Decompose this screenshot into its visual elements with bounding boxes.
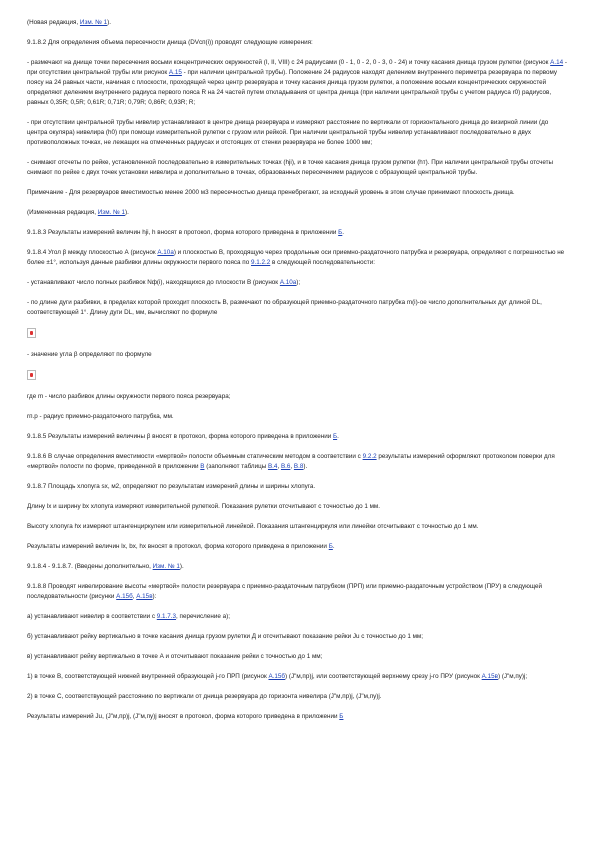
- paragraph-p11: [27, 298, 567, 318]
- reference-link[interactable]: В.4: [267, 463, 278, 470]
- paragraph-text: .: [337, 433, 339, 440]
- paragraph-p15: [27, 432, 567, 442]
- paragraph-text: - устанавливают число полных разбивок Nф(i), находящихся до плоскости В (рисунок: [27, 279, 280, 286]
- paragraph-text: .: [332, 543, 335, 550]
- paragraph-text: где m - число разбивок длины окружности первого пояса резервуара;: [27, 393, 231, 400]
- paragraph-text: ).: [107, 19, 112, 26]
- paragraph-text: 9.1.8.6 В случае определения вместимости «мертвой» полости объемным статическим методом в соответствии с: [27, 453, 363, 460]
- reference-link[interactable]: В.6: [280, 463, 291, 470]
- paragraph-text: ) (J"м,пр)ј, или соответствующей верхнему срезу j-го ПРУ (рисунок: [285, 673, 482, 680]
- paragraph-text: - при наличии центральной трубы). Положение 24 радиусов находят делением внутреннего периметра резервуара по первому поясу на 24 равных части, начиная с плоскости, проходящей через центр резервуара и точку касания днища грузом рулетки, а положение восьми концентрических окружностей определяют делением внутреннего радиуса первого пояса R на 24 частей путем откладывания от центра днища (при наличии центральной трубы с учетом радиуса r0) радиусов, равных 0,35R; 0,5R; 0,61R; 0,71R; 0,79R; 0,86R; 0,93R; R;: [27, 69, 558, 106]
- paragraph-text: );: [296, 279, 301, 286]
- paragraph-text: в) устанавливают рейку вертикально в точке А и отсчитывают показание рейки с точностью до 1 мм;: [27, 653, 323, 660]
- paragraph-p4: [27, 118, 567, 148]
- reference-link[interactable]: Изм. № 1: [97, 209, 126, 216]
- reference-link[interactable]: А.15в: [481, 673, 498, 680]
- broken-image-icon: [27, 370, 36, 380]
- broken-image-icon: [27, 328, 36, 338]
- paragraph-text: rп.р - радиус приемно-раздаточного патрубка, мм.: [27, 413, 174, 420]
- paragraph-text: 2) в точке С, соответствующей расстоянию по вертикали от днища резервуара до горизонта нивелира (J"м,пр)ј, (J"м,пу)ј.: [27, 693, 382, 700]
- reference-link[interactable]: А.10а: [157, 249, 174, 256]
- paragraph-text: (Измененная редакция,: [27, 209, 98, 216]
- paragraph-text: - размечают на днище точки пересечения восьми концентрических окружностей (I, II, VIII) с 24 радиусами (0 - 1, 0 - 2, 0 - 3, 0 - 24) и точку касания днища грузом рулетки (рисунок: [27, 59, 551, 66]
- paragraph-p6: [27, 188, 567, 198]
- paragraph-text: Высоту хлопуга hx измеряют штангенциркулем или измерительной линейкой. Показания штангенциркуля или линейки отсчитывают с точностью до 1 мм.: [27, 523, 479, 530]
- reference-link[interactable]: Изм. № 1: [152, 563, 180, 570]
- paragraph-p13: [27, 392, 567, 402]
- reference-link[interactable]: А.15б: [268, 673, 286, 680]
- paragraph-p3: [27, 58, 567, 108]
- paragraph-p12: [27, 350, 567, 360]
- paragraph-text: Длину lx и ширину bx хлопуга измеряют измерительной рулеткой. Показания рулетки отсчитывают с точностью до 1 мм.: [27, 503, 380, 510]
- paragraph-p5: [27, 158, 567, 178]
- paragraph-text: а) устанавливают нивелир в соответствии с: [27, 613, 157, 620]
- reference-link[interactable]: А.10а: [279, 279, 297, 286]
- formula-image-placeholder: [27, 370, 567, 392]
- paragraph-p2: [27, 38, 567, 48]
- reference-link[interactable]: В: [200, 463, 205, 470]
- reference-link[interactable]: А.15б: [116, 593, 133, 600]
- reference-link[interactable]: А.14: [550, 59, 564, 66]
- paragraph-text: , перечисление а);: [176, 613, 230, 620]
- reference-link[interactable]: 9.1.7.3: [156, 613, 177, 620]
- paragraph-text: Примечание - Для резервуаров вместимостью менее 2000 м3 пересечностью днища пренебрегают, за исходный уровень в этом случае принимают плоскость днища.: [27, 189, 515, 196]
- paragraph-text: - при отсутствии центральной трубы нивелир устанавливают в центре днища резервуара и измеряют расстояние по вертикали от горизонтального днища до визирной линии (до центра окуляра) нивелира (h0) при помощи измерительной рулетки с грузом или рейкой. При наличии центральной трубы нивелир устанавливают последовательно в двух противоположных точках, не лежащих на отмеченных радиусах и отстоящих от стенки резервуара не более 1000 мм;: [27, 119, 549, 146]
- paragraph-text: результаты измерений оформляют протоколом поверки для «мертвой» полости по форме, приведенной в приложении: [27, 453, 555, 470]
- paragraph-p22: [27, 582, 567, 602]
- formula-image-placeholder: [27, 328, 567, 350]
- reference-link[interactable]: А.15: [168, 69, 182, 76]
- paragraph-p26: [27, 672, 567, 682]
- reference-link[interactable]: Б: [328, 543, 333, 550]
- paragraph-text: в следующей последовательности:: [270, 259, 375, 266]
- paragraph-text: 9.1.8.2 Для определения объема пересечности днища (DVсп(i)) проводят следующие измерения:: [27, 39, 313, 46]
- paragraph-text: 1) в точке В, соответствующей нижней внутренней образующей j-го ПРП (рисунок: [27, 673, 269, 680]
- paragraph-text: - по длине дуги разбивки, в пределах которой проходит плоскость В, размечают по образующей приемно-раздаточного патрубка m(i)-ое число дополнительных дуг длиной DL, соответствующей 1°. Длину дуги DL, мм, вычисляют по формуле: [27, 299, 542, 316]
- reference-link[interactable]: А.15в: [136, 593, 153, 600]
- paragraph-p17: [27, 482, 567, 492]
- paragraph-text: ):: [152, 593, 157, 600]
- paragraph-text: 9.1.8.5 Результаты измерений величины β вносят в протокол, форма которого приведена в приложении: [27, 433, 333, 440]
- paragraph-text: ) (J"м,пу)ј;: [497, 673, 528, 680]
- paragraph-p21: [27, 562, 567, 572]
- paragraph-p24: [27, 632, 567, 642]
- paragraph-text: 9.1.8.4 Угол β между плоскостью А (рисунок: [27, 249, 158, 256]
- paragraph-p28: [27, 712, 567, 722]
- paragraph-p19: [27, 522, 567, 532]
- paragraph-p16: [27, 452, 567, 472]
- paragraph-text: 9.1.8.8 Проводят нивелирование высоты «мертвой» полости резервуара с приемно-раздаточным патрубком (ПРП) или приемно-раздаточным устройством (ПРУ) в следующей последовательности (рисунки: [27, 583, 543, 600]
- paragraph-text: ,: [290, 463, 294, 470]
- paragraph-text: ).: [303, 463, 308, 470]
- reference-link[interactable]: Б: [339, 713, 344, 720]
- reference-link[interactable]: В.8: [293, 463, 304, 470]
- paragraph-text: ,: [132, 593, 137, 600]
- paragraph-text: ,: [277, 463, 281, 470]
- paragraph-text: ).: [179, 563, 184, 570]
- paragraph-text: 9.1.8.7 Площадь хлопуга sx, м2, определяют по результатам измерений длины и ширины хлопуга.: [27, 483, 316, 490]
- reference-link[interactable]: Б: [338, 229, 343, 236]
- paragraph-text: ) и плоскостью В, проходящую через продольные оси приемно-раздаточного патрубка и резервуара, определяют с погрешностью не более ±1°, используя данные разбивки длины окружности первого пояса по: [27, 249, 565, 266]
- paragraph-text: (заполняют таблицы: [204, 463, 268, 470]
- paragraph-text: Результаты измерений величин lx, bx, hx вносят в протокол, форма которого приведена в приложении: [27, 543, 329, 550]
- paragraph-p9: [27, 248, 567, 268]
- paragraph-text: 9.1.8.4 - 9.1.8.7. (Введены дополнительно,: [27, 563, 153, 570]
- reference-link[interactable]: 9.1.2.2: [250, 259, 271, 266]
- paragraph-p20: [27, 542, 567, 552]
- paragraph-text: Результаты измерений Ju, (J"м,пр)ј, (J"м,пу)ј вносят в протокол, форма которого приведена в приложении: [27, 713, 340, 720]
- paragraph-text: ).: [125, 209, 129, 216]
- paragraph-p7: [27, 208, 567, 218]
- document-body: [27, 18, 567, 732]
- paragraph-p23: [27, 612, 567, 622]
- paragraph-p18: [27, 502, 567, 512]
- reference-link[interactable]: Изм. № 1: [79, 19, 108, 26]
- paragraph-text: б) устанавливают рейку вертикально в точке касания днища грузом рулетки Д и отсчитывают показание рейки Ju с точностью до 1 мм;: [27, 633, 424, 640]
- paragraph-text: - при отсутствии центральной трубы или рисунок: [27, 59, 567, 76]
- paragraph-text: .: [342, 229, 345, 236]
- paragraph-text: - значение угла β определяют по формуле: [27, 351, 152, 358]
- reference-link[interactable]: 9.2.2: [362, 453, 377, 460]
- paragraph-p10: [27, 278, 567, 288]
- paragraph-p25: [27, 652, 567, 662]
- reference-link[interactable]: Б: [333, 433, 338, 440]
- paragraph-p27: [27, 692, 567, 702]
- paragraph-p8: [27, 228, 567, 238]
- paragraph-p1: [27, 18, 567, 28]
- paragraph-text: - снимают отсчеты по рейке, установленной последовательно в измерительных точках (hji), и в точке касания днища грузом рулетки (hт). При наличии центральной трубы отсчеты снимают по рейке с двух точек установки нивелира и дополнительно в точках, образованных пересечением радиусов с образующей центральной трубы.: [27, 159, 554, 176]
- paragraph-p14: [27, 412, 567, 422]
- paragraph-text: 9.1.8.3 Результаты измерений величин hji, h вносят в протокол, форма которого приведена в приложении: [27, 229, 339, 236]
- paragraph-text: (Новая редакция,: [27, 19, 80, 26]
